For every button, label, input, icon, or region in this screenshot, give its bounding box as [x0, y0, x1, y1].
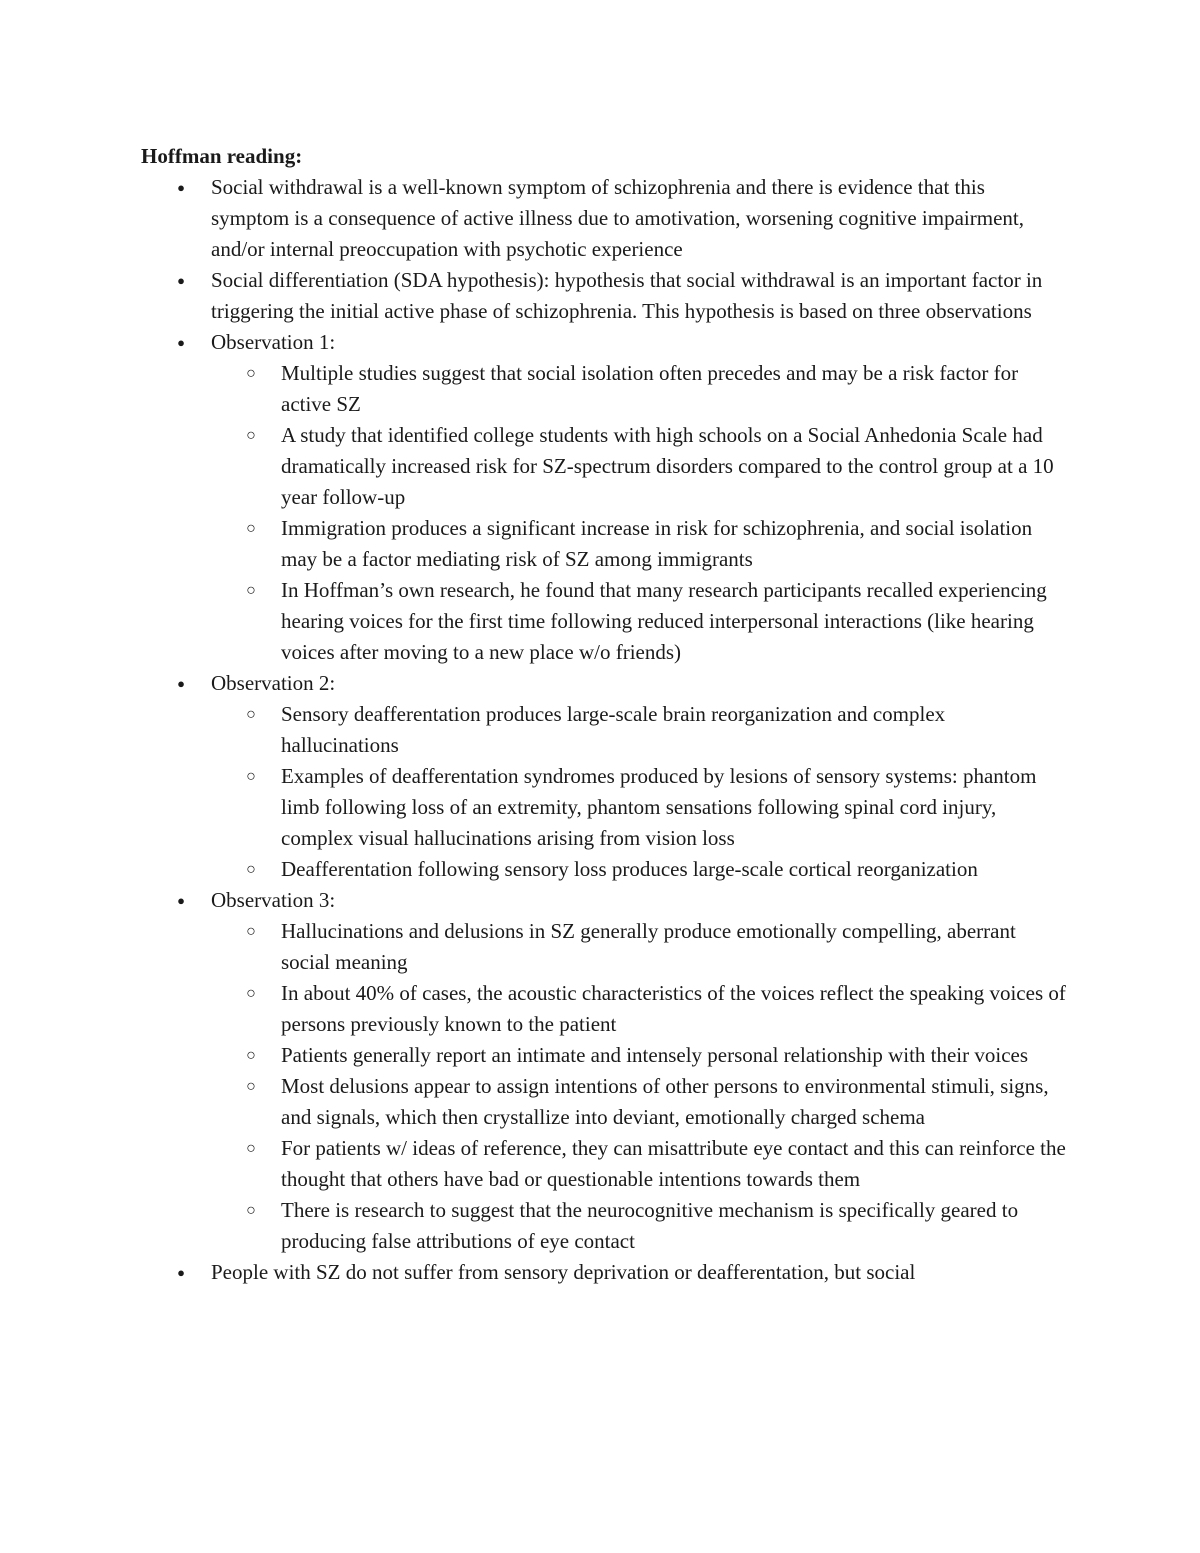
list-item [177, 172, 1066, 265]
sub-list-item [246, 1040, 1066, 1071]
filled-bullet-icon: ● [177, 335, 185, 350]
sub-list-item [246, 699, 1066, 761]
filled-bullet-icon: ● [177, 180, 185, 195]
hollow-bullet-icon: ○ [246, 1202, 256, 1219]
sub-bullet-list [140, 916, 1066, 1257]
sub-list-item [246, 513, 1066, 575]
document-page [141, 141, 1066, 1288]
sub-list-item [246, 854, 1066, 885]
list-item [177, 885, 1066, 1257]
hollow-bullet-icon: ○ [246, 1047, 256, 1064]
sub-list-item-text: Immigration produces a significant increase in risk for schizophrenia, and social isolation may be a factor mediating risk of SZ among immigrants [281, 516, 1033, 571]
bullet-list [141, 172, 1066, 1288]
sub-list-item-text: Multiple studies suggest that social isolation often precedes and may be a risk factor for active SZ [281, 361, 1019, 416]
list-item-text: Observation 3: [211, 888, 336, 912]
hollow-bullet-icon: ○ [246, 985, 256, 1002]
list-item [177, 668, 1066, 885]
sub-list-item-text: In about 40% of cases, the acoustic characteristics of the voices reflect the speaking voices of persons previously known to the patient [281, 981, 1066, 1036]
filled-bullet-icon: ● [177, 1265, 185, 1280]
list-item-text: Social withdrawal is a well-known symptom of schizophrenia and there is evidence that this symptom is a consequence of active illness due to amotivation, worsening cognitive impairment, and/or internal preoccupation with psychotic experience [211, 175, 1024, 261]
sub-list-item [246, 916, 1066, 978]
hollow-bullet-icon: ○ [246, 365, 256, 382]
filled-bullet-icon: ● [177, 893, 185, 908]
filled-bullet-icon: ● [177, 676, 185, 691]
document-heading: Hoffman reading: [141, 144, 303, 168]
sub-list-item-text: Most delusions appear to assign intentions of other persons to environmental stimuli, signs, and signals, which then crystallize into deviant, emotionally charged schema [281, 1074, 1049, 1129]
sub-list-item-text: Deafferentation following sensory loss produces large-scale cortical reorganization [281, 857, 978, 881]
list-item [177, 327, 1066, 668]
sub-list-item [246, 978, 1066, 1040]
hollow-bullet-icon: ○ [246, 520, 256, 537]
sub-list-item-text: Examples of deafferentation syndromes produced by lesions of sensory systems: phantom limb following loss of an extremity, phantom sensations following spinal cord injury, complex visual hallucinations arising from vision loss [281, 764, 1037, 850]
list-item [177, 265, 1066, 327]
sub-list-item-text: In Hoffman’s own research, he found that many research participants recalled experiencing hearing voices for the first time following reduced interpersonal interactions (like hearing voices after moving to a new place w/o friends) [281, 578, 1047, 664]
sub-list-item-text: A study that identified college students with high schools on a Social Anhedonia Scale had dramatically increased risk for SZ-spectrum disorders compared to the control group at a 10 year follow-up [281, 423, 1054, 509]
hollow-bullet-icon: ○ [246, 582, 256, 599]
sub-list-item [246, 575, 1066, 668]
hollow-bullet-icon: ○ [246, 1078, 256, 1095]
list-item-text: People with SZ do not suffer from sensory deprivation or deafferentation, but social [211, 1260, 916, 1284]
sub-list-item [246, 1071, 1066, 1133]
list-item-text: Observation 2: [211, 671, 336, 695]
sub-list-item [246, 1133, 1066, 1195]
sub-list-item-text: Hallucinations and delusions in SZ generally produce emotionally compelling, aberrant social meaning [281, 919, 1016, 974]
filled-bullet-icon: ● [177, 273, 185, 288]
hollow-bullet-icon: ○ [246, 768, 256, 785]
sub-list-item-text: Sensory deafferentation produces large-scale brain reorganization and complex hallucinations [281, 702, 946, 757]
sub-list-item [246, 1195, 1066, 1257]
list-item [177, 1257, 1066, 1288]
sub-list-item [246, 420, 1066, 513]
sub-list-item [246, 761, 1066, 854]
sub-list-item [246, 358, 1066, 420]
hollow-bullet-icon: ○ [246, 1140, 256, 1157]
sub-bullet-list [140, 358, 1066, 668]
sub-bullet-list [140, 699, 1066, 885]
hollow-bullet-icon: ○ [246, 923, 256, 940]
list-item-text: Social differentiation (SDA hypothesis): hypothesis that social withdrawal is an important factor in triggering the initial active phase of schizophrenia. This hypothesis is based on three observations [211, 268, 1043, 323]
sub-list-item-text: For patients w/ ideas of reference, they can misattribute eye contact and this can reinforce the thought that others have bad or questionable intentions towards them [281, 1136, 1066, 1191]
hollow-bullet-icon: ○ [246, 861, 256, 878]
sub-list-item-text: There is research to suggest that the neurocognitive mechanism is specifically geared to producing false attributions of eye contact [281, 1198, 1019, 1253]
hollow-bullet-icon: ○ [246, 427, 256, 444]
list-item-text: Observation 1: [211, 330, 336, 354]
sub-list-item-text: Patients generally report an intimate and intensely personal relationship with their voices [281, 1043, 1029, 1067]
hollow-bullet-icon: ○ [246, 706, 256, 723]
